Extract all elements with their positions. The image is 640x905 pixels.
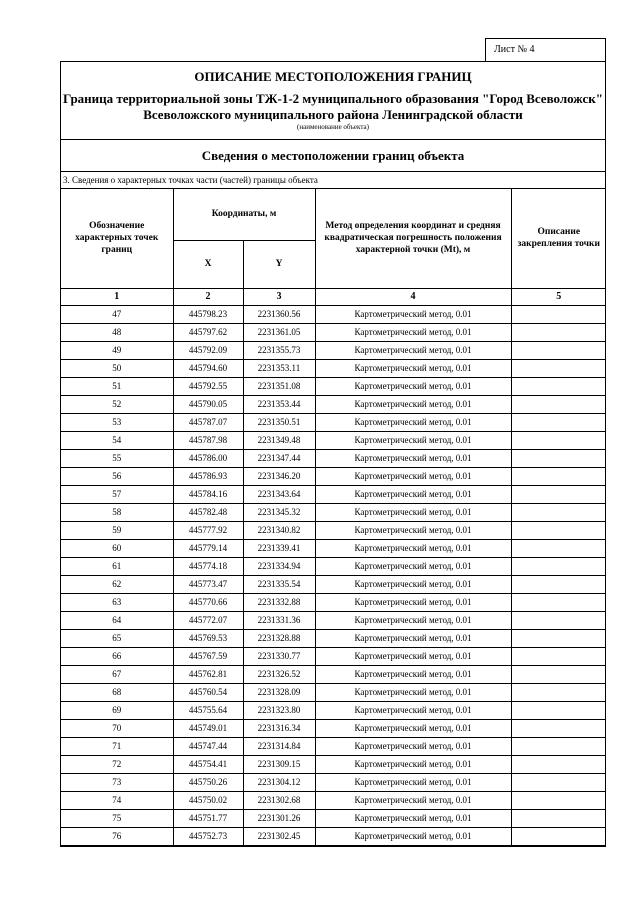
table-row [61, 359, 606, 377]
x-cell: 445750.02 [173, 791, 243, 809]
table-row [61, 449, 606, 467]
method-cell: Картометрический метод, 0.01 [315, 503, 511, 521]
method-cell: Картометрический метод, 0.01 [315, 377, 511, 395]
x-cell: 445754.41 [173, 755, 243, 773]
x-cell: 445751.77 [173, 809, 243, 827]
table-row [61, 521, 606, 539]
table-row [61, 467, 606, 485]
header-description: Описание закрепления точки [511, 189, 606, 288]
y-cell: 2231328.88 [243, 629, 315, 647]
method-cell: Картометрический метод, 0.01 [315, 611, 511, 629]
table-row [61, 683, 606, 701]
method-cell: Картометрический метод, 0.01 [315, 719, 511, 737]
method-cell: Картометрический метод, 0.01 [315, 737, 511, 755]
x-cell: 445794.60 [173, 359, 243, 377]
method-cell: Картометрический метод, 0.01 [315, 755, 511, 773]
column-number: 1 [61, 288, 173, 305]
x-cell: 445787.98 [173, 431, 243, 449]
x-cell: 445747.44 [173, 737, 243, 755]
method-cell: Картометрический метод, 0.01 [315, 773, 511, 791]
description-cell [511, 755, 606, 773]
method-cell: Картометрический метод, 0.01 [315, 305, 511, 323]
description-cell [511, 467, 606, 485]
y-cell: 2231326.52 [243, 665, 315, 683]
table-row [61, 395, 606, 413]
table-row [61, 827, 606, 845]
subsection-title: 3. Сведения о характерных точках части (частей) границы объекта [61, 172, 605, 189]
point-cell: 68 [61, 683, 173, 701]
column-number: 4 [315, 288, 511, 305]
header-point: Обозначение характерных точек границ [61, 189, 173, 288]
table-row [61, 341, 606, 359]
point-cell: 75 [61, 809, 173, 827]
description-cell [511, 773, 606, 791]
y-cell: 2231347.44 [243, 449, 315, 467]
y-cell: 2231345.32 [243, 503, 315, 521]
point-cell: 52 [61, 395, 173, 413]
point-cell: 69 [61, 701, 173, 719]
description-cell [511, 593, 606, 611]
method-cell: Картометрический метод, 0.01 [315, 467, 511, 485]
method-cell: Картометрический метод, 0.01 [315, 521, 511, 539]
y-cell: 2231360.56 [243, 305, 315, 323]
method-cell: Картометрический метод, 0.01 [315, 557, 511, 575]
x-cell: 445774.18 [173, 557, 243, 575]
table-row [61, 611, 606, 629]
section-heading: Сведения о местоположении границ объекта [61, 140, 605, 172]
point-cell: 74 [61, 791, 173, 809]
description-cell [511, 719, 606, 737]
column-number: 5 [511, 288, 606, 305]
x-cell: 445797.62 [173, 323, 243, 341]
table-row [61, 593, 606, 611]
description-cell [511, 413, 606, 431]
x-cell: 445792.09 [173, 341, 243, 359]
method-cell: Картометрический метод, 0.01 [315, 791, 511, 809]
y-cell: 2231302.45 [243, 827, 315, 845]
y-cell: 2231332.88 [243, 593, 315, 611]
description-cell [511, 323, 606, 341]
method-cell: Картометрический метод, 0.01 [315, 395, 511, 413]
x-cell: 445777.92 [173, 521, 243, 539]
title-block [61, 62, 605, 140]
description-cell [511, 701, 606, 719]
y-cell: 2231351.08 [243, 377, 315, 395]
table-row [61, 791, 606, 809]
method-cell: Картометрический метод, 0.01 [315, 827, 511, 845]
description-cell [511, 557, 606, 575]
point-cell: 71 [61, 737, 173, 755]
point-cell: 73 [61, 773, 173, 791]
method-cell: Картометрический метод, 0.01 [315, 323, 511, 341]
y-cell: 2231353.11 [243, 359, 315, 377]
point-cell: 47 [61, 305, 173, 323]
column-number: 3 [243, 288, 315, 305]
description-cell [511, 521, 606, 539]
point-cell: 56 [61, 467, 173, 485]
table-row [61, 755, 606, 773]
y-cell: 2231330.77 [243, 647, 315, 665]
point-cell: 50 [61, 359, 173, 377]
method-cell: Картометрический метод, 0.01 [315, 431, 511, 449]
method-cell: Картометрический метод, 0.01 [315, 539, 511, 557]
header-y: Y [243, 240, 315, 288]
object-name-caption: (наименование объекта) [297, 123, 369, 131]
method-cell: Картометрический метод, 0.01 [315, 449, 511, 467]
table-row [61, 305, 606, 323]
column-number: 2 [173, 288, 243, 305]
point-cell: 53 [61, 413, 173, 431]
x-cell: 445786.93 [173, 467, 243, 485]
point-cell: 70 [61, 719, 173, 737]
x-cell: 445784.16 [173, 485, 243, 503]
point-cell: 61 [61, 557, 173, 575]
table-row [61, 539, 606, 557]
method-cell: Картометрический метод, 0.01 [315, 683, 511, 701]
x-cell: 445773.47 [173, 575, 243, 593]
table-row [61, 773, 606, 791]
y-cell: 2231361.05 [243, 323, 315, 341]
x-cell: 445760.54 [173, 683, 243, 701]
table-row [61, 575, 606, 593]
method-cell: Картометрический метод, 0.01 [315, 575, 511, 593]
y-cell: 2231349.48 [243, 431, 315, 449]
point-cell: 48 [61, 323, 173, 341]
table-row [61, 503, 606, 521]
point-cell: 66 [61, 647, 173, 665]
description-cell [511, 485, 606, 503]
y-cell: 2231314.84 [243, 737, 315, 755]
point-cell: 60 [61, 539, 173, 557]
header-method: Метод определения координат и средняя квадратическая погрешность положения характерной точки (Mt), м [315, 189, 511, 288]
table-row [61, 701, 606, 719]
method-cell: Картометрический метод, 0.01 [315, 341, 511, 359]
x-cell: 445767.59 [173, 647, 243, 665]
method-cell: Картометрический метод, 0.01 [315, 809, 511, 827]
table-row [61, 809, 606, 827]
method-cell: Картометрический метод, 0.01 [315, 629, 511, 647]
x-cell: 445755.64 [173, 701, 243, 719]
method-cell: Картометрический метод, 0.01 [315, 647, 511, 665]
sheet-number: Лист № 4 [485, 38, 606, 62]
method-cell: Картометрический метод, 0.01 [315, 593, 511, 611]
description-cell [511, 647, 606, 665]
description-cell [511, 827, 606, 845]
x-cell: 445772.07 [173, 611, 243, 629]
y-cell: 2231350.51 [243, 413, 315, 431]
description-cell [511, 809, 606, 827]
y-cell: 2231316.34 [243, 719, 315, 737]
method-cell: Картометрический метод, 0.01 [315, 359, 511, 377]
point-cell: 67 [61, 665, 173, 683]
point-cell: 63 [61, 593, 173, 611]
point-cell: 55 [61, 449, 173, 467]
description-cell [511, 737, 606, 755]
y-cell: 2231328.09 [243, 683, 315, 701]
point-cell: 54 [61, 431, 173, 449]
y-cell: 2231339.41 [243, 539, 315, 557]
description-cell [511, 683, 606, 701]
table-row [61, 485, 606, 503]
table-row [61, 323, 606, 341]
y-cell: 2231355.73 [243, 341, 315, 359]
point-cell: 76 [61, 827, 173, 845]
method-cell: Картометрический метод, 0.01 [315, 701, 511, 719]
x-cell: 445750.26 [173, 773, 243, 791]
y-cell: 2231346.20 [243, 467, 315, 485]
table-row [61, 737, 606, 755]
y-cell: 2231353.44 [243, 395, 315, 413]
x-cell: 445792.55 [173, 377, 243, 395]
point-cell: 65 [61, 629, 173, 647]
point-cell: 62 [61, 575, 173, 593]
x-cell: 445798.23 [173, 305, 243, 323]
y-cell: 2231304.12 [243, 773, 315, 791]
description-cell [511, 449, 606, 467]
description-cell [511, 665, 606, 683]
description-cell [511, 341, 606, 359]
table-row [61, 557, 606, 575]
x-cell: 445749.01 [173, 719, 243, 737]
description-cell [511, 503, 606, 521]
document-title: ОПИСАНИЕ МЕСТОПОЛОЖЕНИЯ ГРАНИЦ [194, 69, 472, 84]
description-cell [511, 395, 606, 413]
document-frame [60, 61, 606, 847]
x-cell: 445752.73 [173, 827, 243, 845]
description-cell [511, 539, 606, 557]
description-cell [511, 791, 606, 809]
x-cell: 445769.53 [173, 629, 243, 647]
y-cell: 2231340.82 [243, 521, 315, 539]
description-cell [511, 611, 606, 629]
y-cell: 2231323.80 [243, 701, 315, 719]
point-cell: 72 [61, 755, 173, 773]
description-cell [511, 359, 606, 377]
y-cell: 2231335.54 [243, 575, 315, 593]
header-x: X [173, 240, 243, 288]
point-cell: 64 [61, 611, 173, 629]
y-cell: 2231334.94 [243, 557, 315, 575]
table-row [61, 665, 606, 683]
point-cell: 51 [61, 377, 173, 395]
object-name: Граница территориальной зоны ТЖ-1-2 муниципального образования "Город Всеволожск" Всеволожского муниципального района Ленинградской области [63, 91, 603, 122]
x-cell: 445762.81 [173, 665, 243, 683]
x-cell: 445787.07 [173, 413, 243, 431]
y-cell: 2231331.36 [243, 611, 315, 629]
header-coordinates: Координаты, м [173, 189, 315, 240]
table-row [61, 413, 606, 431]
y-cell: 2231343.64 [243, 485, 315, 503]
y-cell: 2231302.68 [243, 791, 315, 809]
x-cell: 445786.00 [173, 449, 243, 467]
description-cell [511, 629, 606, 647]
point-cell: 49 [61, 341, 173, 359]
points-table [61, 189, 606, 846]
table-row [61, 377, 606, 395]
x-cell: 445790.05 [173, 395, 243, 413]
x-cell: 445782.48 [173, 503, 243, 521]
y-cell: 2231301.26 [243, 809, 315, 827]
point-cell: 58 [61, 503, 173, 521]
description-cell [511, 575, 606, 593]
description-cell [511, 431, 606, 449]
method-cell: Картометрический метод, 0.01 [315, 413, 511, 431]
point-cell: 59 [61, 521, 173, 539]
method-cell: Картометрический метод, 0.01 [315, 485, 511, 503]
table-row [61, 629, 606, 647]
column-number-row [61, 288, 606, 305]
x-cell: 445779.14 [173, 539, 243, 557]
x-cell: 445770.66 [173, 593, 243, 611]
description-cell [511, 305, 606, 323]
description-cell [511, 377, 606, 395]
table-row [61, 647, 606, 665]
y-cell: 2231309.15 [243, 755, 315, 773]
point-cell: 57 [61, 485, 173, 503]
table-row [61, 431, 606, 449]
table-row [61, 719, 606, 737]
method-cell: Картометрический метод, 0.01 [315, 665, 511, 683]
